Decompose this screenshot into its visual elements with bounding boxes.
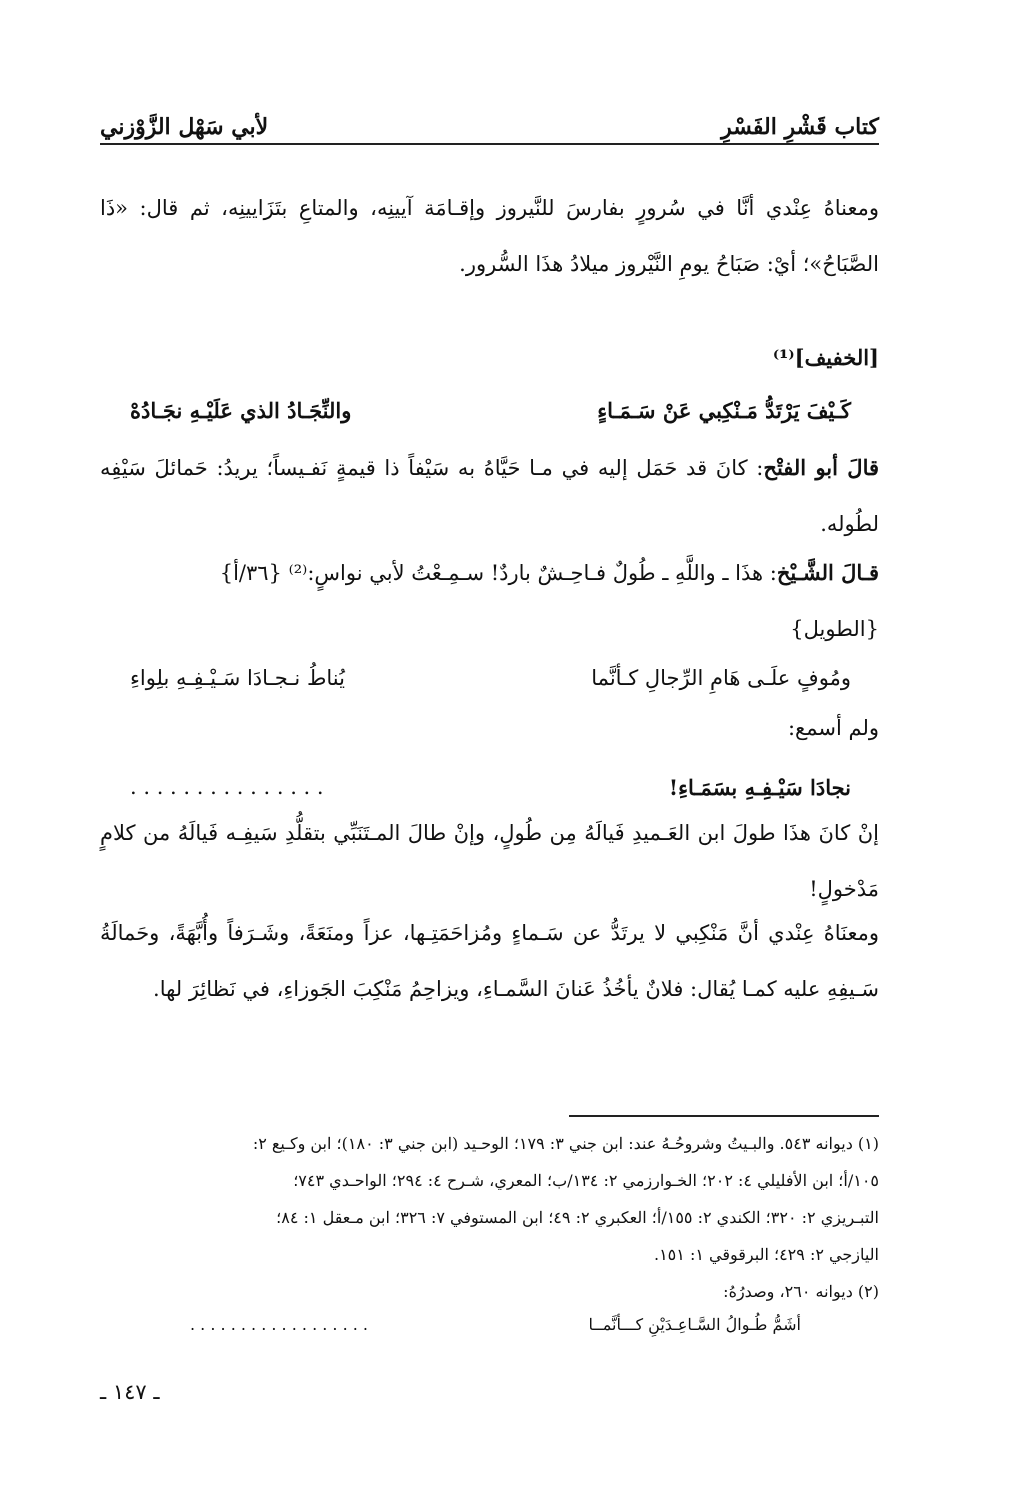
- intro-paragraph: [100, 180, 879, 292]
- footnote-2-verse-ellipsis: . . . . . . . . . . . . . . . . . .: [190, 1315, 369, 1334]
- meter-label-khafif: [الخفيف]⁽¹⁾: [772, 345, 879, 370]
- in-kana-text: إنْ كانَ هذَا طولَ ابن العَـميدِ فَيالَهُ مِن طُولٍ، وإنْ طالَ المـتَنَبِّي بتقلُّدِ سَيفِـه فَيالَهُ من كلامٍ مَدْخولٍ!: [100, 821, 879, 901]
- abu-alfath-label: قالَ أبو الفتْح: [763, 455, 880, 480]
- verse-1: [130, 398, 851, 423]
- footnote-2-verse: [190, 1315, 801, 1334]
- verse-3-ellipsis: . . . . . . . . . . . . . . .: [130, 775, 324, 799]
- footnote-rule: [569, 1115, 879, 1117]
- in-kana-paragraph: [100, 805, 879, 917]
- header-rule: [100, 143, 879, 145]
- verse-1-first-hemistich: كَـيْفَ يَرْتَدُّ مَـنْكِبي عَنْ سَـمَـاءٍ: [597, 398, 851, 423]
- abu-alfath-text: : كانَ قد حَمَل إليه في مـا حَيَّاهُ به سَيْفاً ذا قيمةٍ نَفـيساً؛ يريدُ: حَمائلَ سَيْفِه لطُوله.: [100, 456, 879, 536]
- shaykh-label: قـالَ الشَّـيْخ: [776, 560, 879, 585]
- abu-alfath-text-block: [100, 440, 879, 552]
- footnote-1-line-3: التبـريزي ٢: ٣٢٠؛ الكندي ٢: ١٥٥/أ؛ العكبري ٢: ٤٩؛ ابن المستوفي ٧: ٣٢٦؛ ابن مـعقل ١: ٨٤؛: [276, 1208, 879, 1227]
- abu-alfath-paragraph: [100, 440, 879, 552]
- footnotes: [100, 1125, 879, 1310]
- lam-asma-line: [100, 700, 879, 756]
- footnote-1-line-2: ١٠٥/أ؛ ابن الأفليلي ٤: ٢٠٢؛ الخـوارزمي ٢: ١٣٤/ب؛ المعري، شـرح ٤: ٢٩٤؛ الواحـدي ٧٤٣؛: [293, 1171, 879, 1190]
- footnote-2-verse-first: أشَمُّ طُـوالُ السَّـاعِـدَيْنِ كـــأنَّمــا: [588, 1315, 801, 1334]
- footnote-1-line-1: (١) ديوانه ٥٤٣. والبـيتُ وشروحُـهُ عند: ابن جني ٣: ١٧٩؛ الوحـيد (ابن جني ٣: ١٨٠)؛ ابن وكـيع ٢:: [252, 1134, 879, 1153]
- header-author: لأبي سَهْل الزَّوْزني: [100, 114, 269, 140]
- verse-2-second-hemistich: يُناطُ نـجـادَا سَـيْـفِـهِ بلِواءِ: [130, 666, 345, 690]
- verse-3: [130, 775, 851, 800]
- lam-asma-text: ولم أسمع:: [787, 716, 879, 740]
- verse-2: [130, 666, 851, 690]
- meter-label-tawil: {الطويل}: [790, 617, 879, 641]
- shaykh-text-block: [100, 545, 879, 601]
- footnote-1-line-4: اليازجي ٢: ٤٢٩؛ البرقوقي ١: ١٥١.: [653, 1245, 879, 1264]
- shaykh-text: : هذَا ـ واللَّهِ ـ طُولٌ فـاحِـشٌ باردٌ! سـمِـعْتُ لأبي نواسٍ:⁽²⁾ {٣٦/أ}: [219, 561, 777, 585]
- running-head: [100, 100, 879, 140]
- shaykh-paragraph: [100, 545, 879, 657]
- meter-khafif: [100, 330, 879, 386]
- verse-1-second-hemistich: والنِّجَـادُ الذي عَلَيْـهِ نجَـادُهْ: [130, 398, 352, 423]
- header-book-title: كتاب قَشْرِ الفَسْرِ: [721, 114, 879, 140]
- intro-text: ومعناهُ عِنْدي أنَّا في سُرورٍ بفارسَ للنَّيروز وإقـامَة آيينِه، والمتاعِ بتَزَايينِه، ثم قال: «ذَا الصَّبَاحُ»؛ أيْ: صَبَاحُ يومِ النَّيْروز ميلادُ هذَا السُّرور.: [100, 196, 879, 276]
- verse-3-text: نجادَا سَيْـفِـهِ بسَمَـاءِ!: [668, 775, 851, 800]
- footnote-2-line-1: (٢) ديوانه ٢٦٠، وصدرُهُ:: [723, 1282, 879, 1301]
- manahu-paragraph: [100, 905, 879, 1017]
- page-number: ـ ١٤٧ ـ: [100, 1380, 160, 1404]
- verse-2-first-hemistich: ومُوفٍ علَـى هَامِ الرِّجالِ كـأنَّما: [591, 666, 851, 690]
- manahu-text: ومعنَاهُ عِنْدي أنَّ مَنْكِبي لا يرتَدُّ عن سَـماءٍ ومُزاحَمَتِـها، عزاً ومنَعَةً، وشَـرَفاً وأُبَّهَةً، وحَمالَةُ سَـيفِهِ عليه كمـا يُقال: فلانٌ يأخُذُ عَنانَ السَّمـاءِ، ويزاحِمُ مَنْكِبَ الجَوزاءِ، في نَظائِرَ لها.: [100, 921, 879, 1001]
